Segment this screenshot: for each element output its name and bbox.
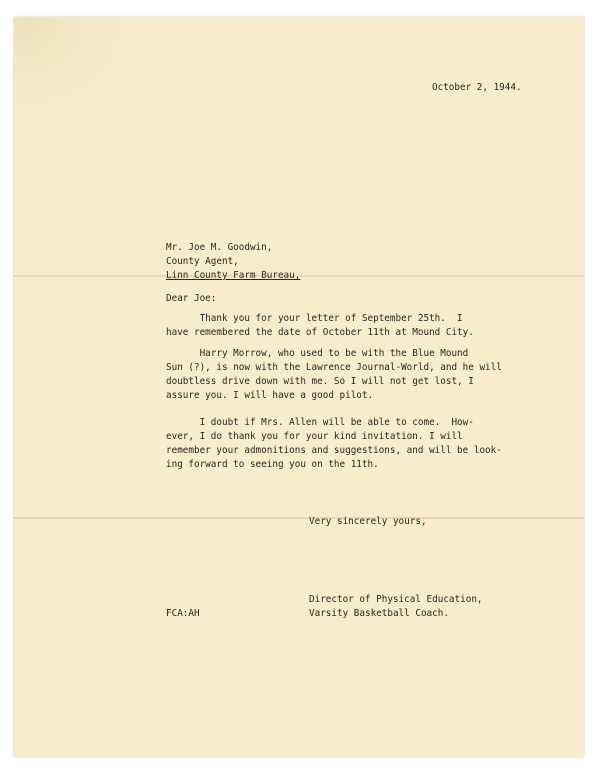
paragraph-2 xyxy=(166,347,566,403)
letter-date: October 2, 1944. xyxy=(432,82,522,93)
signer-title-line: Varsity Basketball Coach. xyxy=(309,608,449,619)
paragraph-line: Harry Morrow, who used to be with the Blue Mound xyxy=(166,348,469,359)
paragraph-line: ever, I do thank you for your kind invitation. I will xyxy=(166,431,463,442)
paragraph-line: assure you. I will have a good pilot. xyxy=(166,390,374,401)
paragraph-line: remember your admonitions and suggestions, and will be look- xyxy=(166,445,502,456)
paragraph-line: Thank you for your letter of September 25th. I xyxy=(166,313,463,324)
letter-page xyxy=(14,17,584,757)
typist-initials: FCA:AH xyxy=(166,608,200,619)
paragraph-line: have remembered the date of October 11th at Mound City. xyxy=(166,327,474,338)
recipient-name: Mr. Joe M. Goodwin, xyxy=(166,242,273,253)
paragraph-line: doubtless drive down with me. So I will not get lost, I xyxy=(166,376,474,387)
paper-stain xyxy=(14,17,124,107)
paragraph-3 xyxy=(166,416,566,472)
recipient-title: County Agent, xyxy=(166,256,239,267)
paragraph-line: Sun (?), is now with the Lawrence Journal-World, and he will xyxy=(166,362,502,373)
complimentary-closing: Very sincerely yours, xyxy=(309,516,427,527)
fold-line xyxy=(14,517,584,519)
salutation: Dear Joe: xyxy=(166,293,217,304)
paragraph-line: I doubt if Mrs. Allen will be able to come. How- xyxy=(166,417,474,428)
recipient-organization: Linn County Farm Bureau, xyxy=(166,270,301,281)
signature-title-block xyxy=(309,593,483,621)
paragraph-line: ing forward to seeing you on the 11th. xyxy=(166,459,379,470)
signer-title-line: Director of Physical Education, xyxy=(309,594,483,605)
paragraph-1 xyxy=(166,312,566,340)
recipient-address xyxy=(166,241,300,283)
